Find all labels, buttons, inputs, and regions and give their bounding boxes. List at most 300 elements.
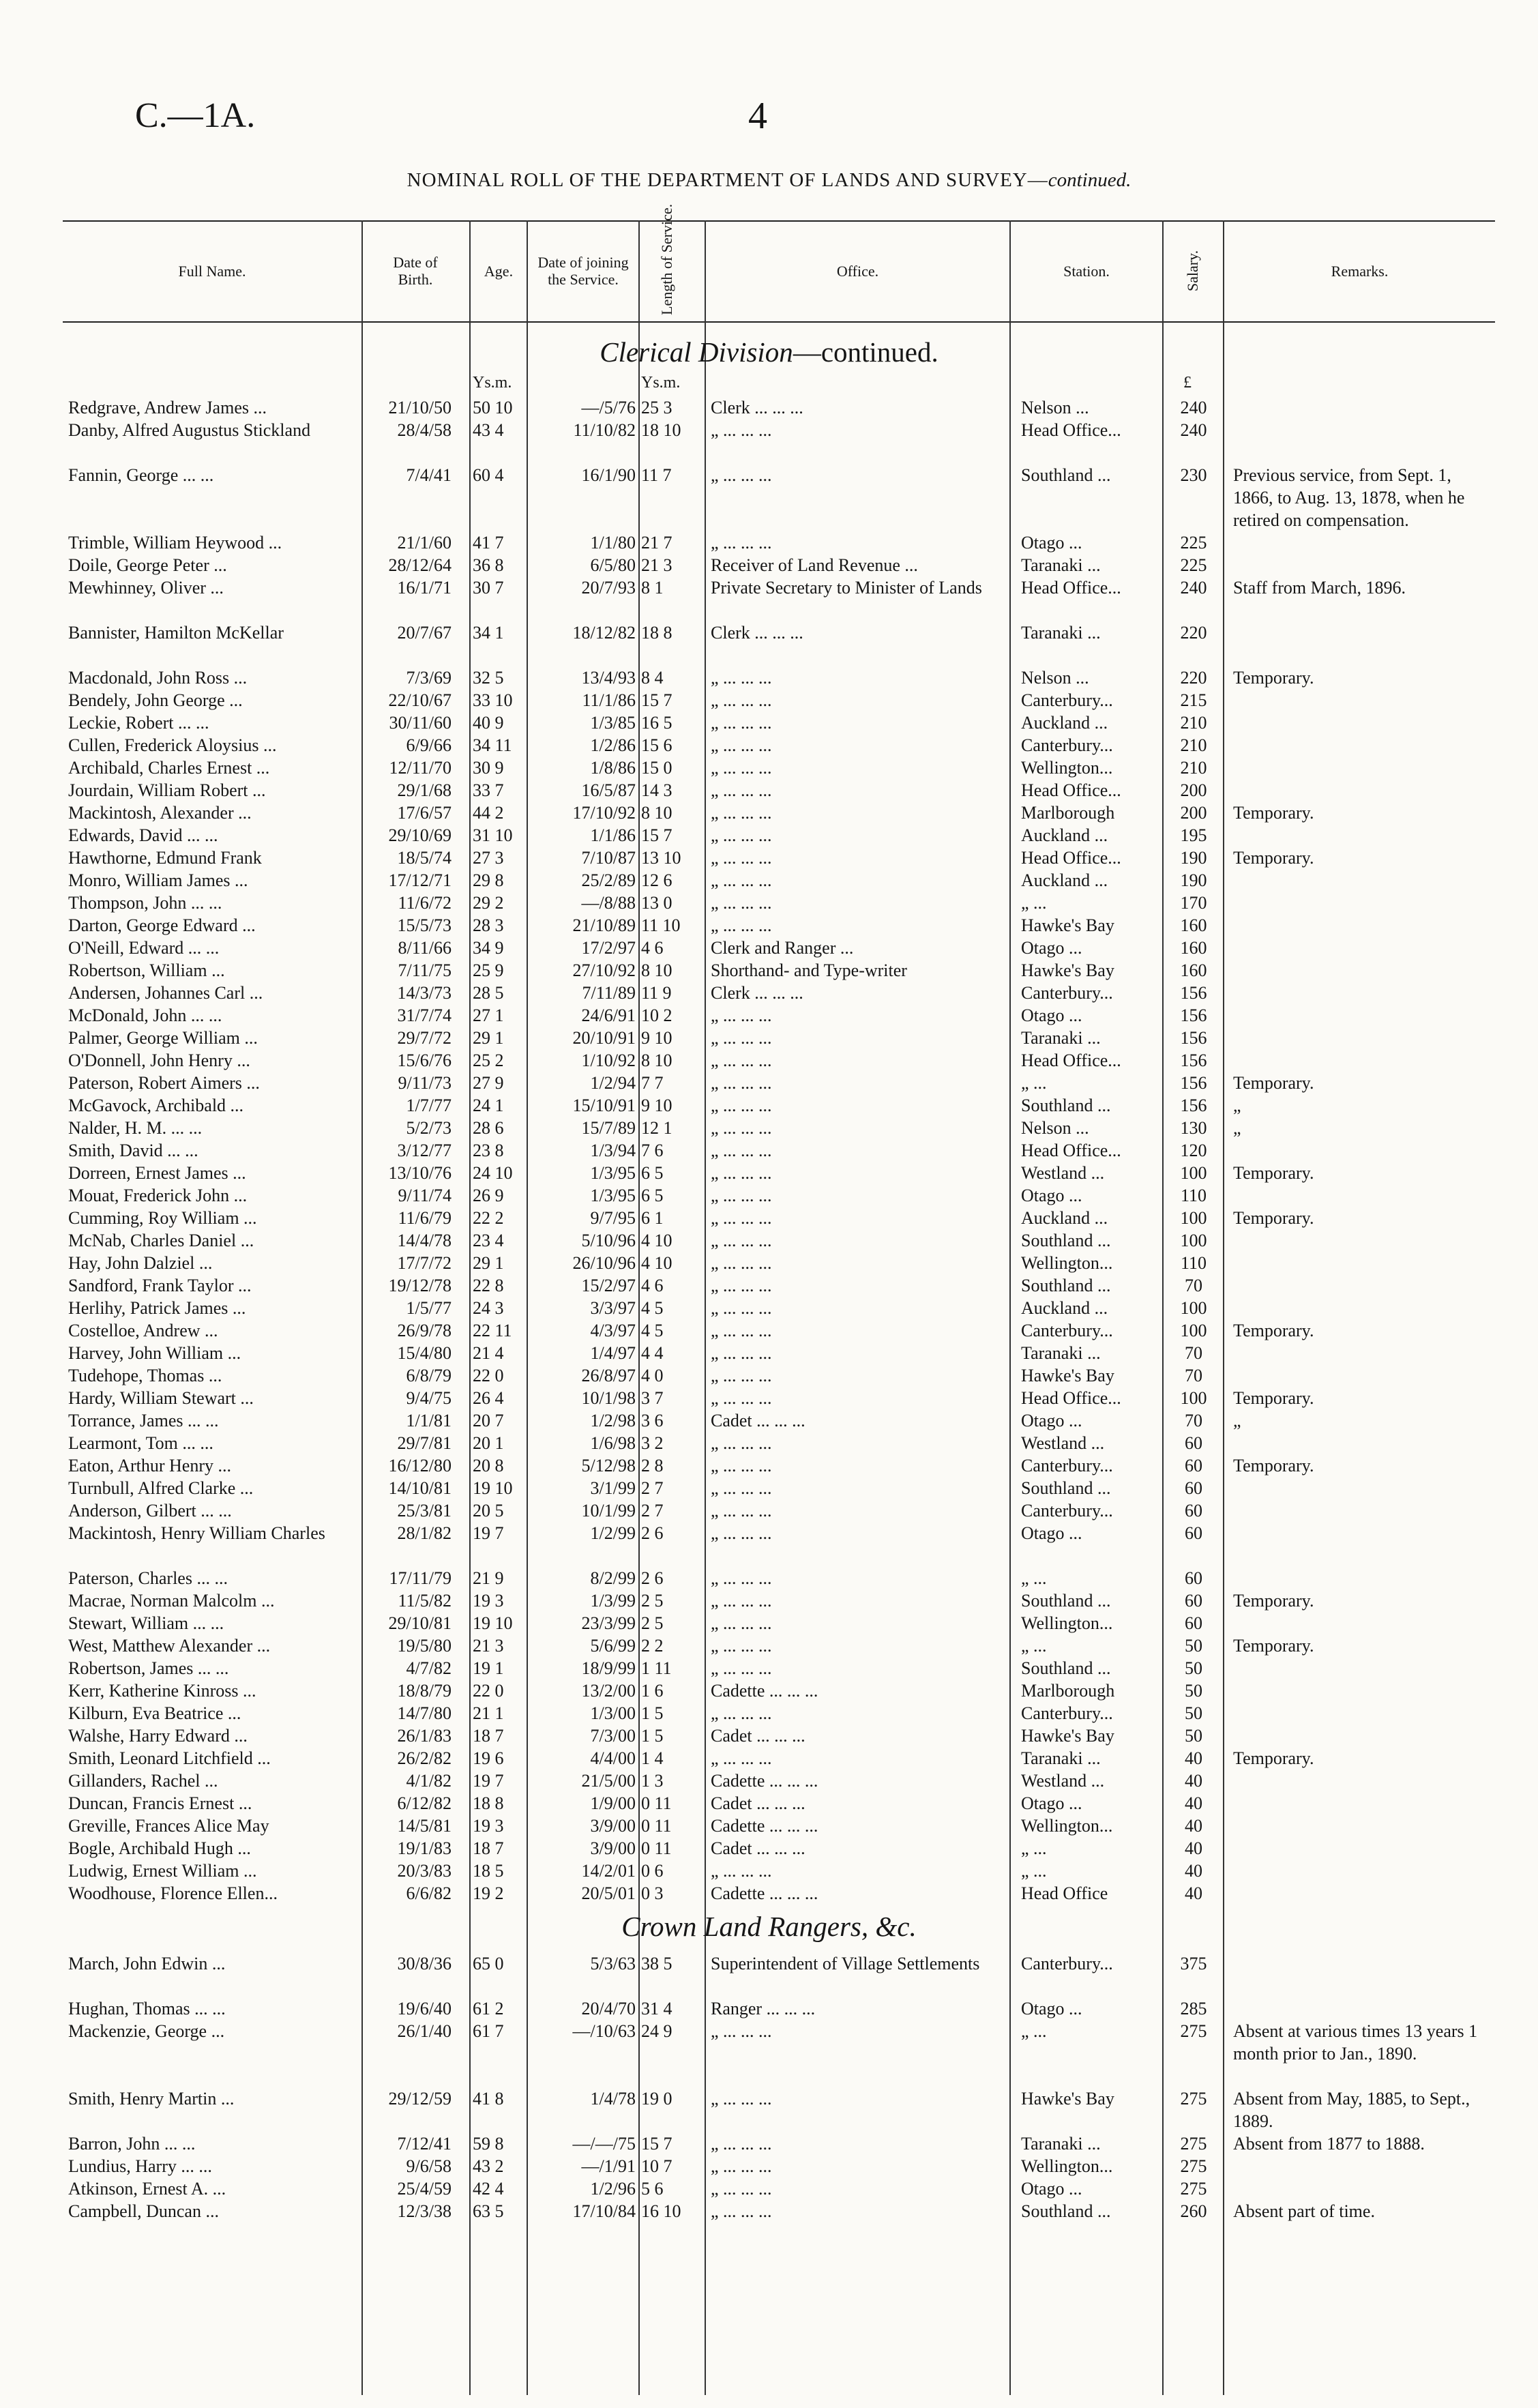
row-name: Bannister, Hamilton McKellar xyxy=(68,623,284,643)
row-name: Thompson, John ... ... xyxy=(68,893,222,913)
table-row xyxy=(0,1297,1538,1319)
row-name: Dorreen, Ernest James ... xyxy=(68,1163,246,1183)
row-age: 30 7 xyxy=(473,578,504,598)
row-station: Southland ... xyxy=(1021,1096,1111,1115)
row-age: 19 7 xyxy=(473,1523,504,1543)
table-row xyxy=(0,576,1538,621)
row-date-of-birth: 21/1/60 xyxy=(397,533,452,553)
row-date-of-birth: 19/1/83 xyxy=(397,1838,452,1858)
row-date-joined: —/8/88 xyxy=(581,893,636,913)
row-length-of-service: 31 4 xyxy=(641,1999,672,2018)
row-salary: 275 xyxy=(1180,2156,1207,2176)
row-length-of-service: 8 4 xyxy=(641,668,664,688)
row-station: Head Office... xyxy=(1021,578,1121,598)
row-date-of-birth: 29/7/81 xyxy=(397,1433,452,1453)
row-date-of-birth: 29/1/68 xyxy=(397,780,452,800)
table-row xyxy=(0,1162,1538,1184)
row-station: Taranaki ... xyxy=(1021,1748,1101,1768)
row-salary: 100 xyxy=(1180,1321,1207,1340)
row-name: Gillanders, Rachel ... xyxy=(68,1771,218,1791)
row-length-of-service: 4 6 xyxy=(641,1276,664,1295)
row-salary: 110 xyxy=(1180,1253,1207,1273)
row-age: 65 0 xyxy=(473,1954,504,1973)
row-date-of-birth: 1/1/81 xyxy=(406,1411,452,1430)
table-row xyxy=(0,1679,1538,1702)
row-age: 24 1 xyxy=(473,1096,504,1115)
row-date-joined: 16/5/87 xyxy=(581,780,636,800)
section-heading-clerical-division xyxy=(0,336,1538,368)
row-date-of-birth: 29/10/69 xyxy=(388,825,452,845)
row-name: Darton, George Edward ... xyxy=(68,915,256,935)
row-date-joined: 1/3/94 xyxy=(590,1141,636,1160)
row-station: Otago ... xyxy=(1021,1793,1082,1813)
row-date-joined: 26/8/97 xyxy=(581,1366,636,1385)
row-name: O'Neill, Edward ... ... xyxy=(68,938,220,958)
row-salary: 40 xyxy=(1185,1883,1202,1903)
row-length-of-service: 21 3 xyxy=(641,555,672,575)
row-date-joined: 1/2/86 xyxy=(590,735,636,755)
row-office: „ ... ... ... xyxy=(711,1568,772,1588)
row-date-joined: 3/3/97 xyxy=(590,1298,636,1318)
row-remarks: „ xyxy=(1233,1096,1241,1115)
table-row xyxy=(0,914,1538,937)
row-office: „ ... ... ... xyxy=(711,780,772,800)
row-remarks: Temporary. xyxy=(1233,1073,1314,1093)
row-station: „ ... xyxy=(1021,1568,1047,1588)
table-row xyxy=(0,937,1538,959)
row-salary: 260 xyxy=(1180,2201,1207,2221)
row-date-joined: 11/10/82 xyxy=(573,420,636,440)
row-salary: 60 xyxy=(1185,1591,1202,1611)
row-office: „ ... ... ... xyxy=(711,2156,772,2176)
row-salary: 200 xyxy=(1180,803,1207,823)
row-salary: 160 xyxy=(1180,960,1207,980)
row-office: „ ... ... ... xyxy=(711,1366,772,1385)
row-date-joined: 4/3/97 xyxy=(590,1321,636,1340)
header-office: Office. xyxy=(836,262,879,280)
row-salary: 40 xyxy=(1185,1816,1202,1836)
row-salary: 60 xyxy=(1185,1478,1202,1498)
row-station: Southland ... xyxy=(1021,1478,1111,1498)
row-station: Canterbury... xyxy=(1021,1321,1113,1340)
row-remarks: Temporary. xyxy=(1233,668,1314,688)
row-date-of-birth: 15/6/76 xyxy=(397,1051,452,1070)
row-length-of-service: 9 10 xyxy=(641,1096,672,1115)
row-date-of-birth: 17/11/79 xyxy=(389,1568,452,1588)
row-date-joined: 1/3/85 xyxy=(590,713,636,733)
row-age: 61 2 xyxy=(473,1999,504,2018)
row-age: 22 0 xyxy=(473,1681,504,1701)
row-date-of-birth: 9/6/58 xyxy=(406,2156,452,2176)
row-date-joined: 20/5/01 xyxy=(581,1883,636,1903)
row-date-of-birth: 1/7/77 xyxy=(406,1096,452,1115)
row-date-of-birth: 25/3/81 xyxy=(397,1501,452,1521)
table-row xyxy=(0,1274,1538,1297)
row-date-joined: 7/3/00 xyxy=(590,1726,636,1746)
row-name: Woodhouse, Florence Ellen... xyxy=(68,1883,278,1903)
table-row xyxy=(0,1792,1538,1815)
row-office: „ ... ... ... xyxy=(711,1636,772,1656)
row-office: „ ... ... ... xyxy=(711,2021,772,2041)
row-office: „ ... ... ... xyxy=(711,1231,772,1250)
row-age: 22 2 xyxy=(473,1208,504,1228)
row-length-of-service: 15 7 xyxy=(641,690,672,710)
row-length-of-service: 4 5 xyxy=(641,1321,664,1340)
row-name: Cumming, Roy William ... xyxy=(68,1208,257,1228)
row-date-joined: 5/12/98 xyxy=(581,1456,636,1475)
row-date-joined: 21/5/00 xyxy=(581,1771,636,1791)
row-station: Head Office... xyxy=(1021,1388,1121,1408)
row-salary: 40 xyxy=(1185,1793,1202,1813)
row-name: Mackintosh, Henry William Charles xyxy=(68,1523,325,1543)
row-age: 19 3 xyxy=(473,1591,504,1611)
row-length-of-service: 6 1 xyxy=(641,1208,664,1228)
row-date-of-birth: 17/6/57 xyxy=(397,803,452,823)
row-length-of-service: 12 6 xyxy=(641,870,672,890)
row-remarks: „ xyxy=(1233,1118,1241,1138)
row-office: „ ... ... ... xyxy=(711,803,772,823)
row-length-of-service: 16 10 xyxy=(641,2201,681,2221)
row-age: 60 4 xyxy=(473,465,504,485)
table-row xyxy=(0,1252,1538,1274)
row-station: Otago ... xyxy=(1021,1005,1082,1025)
row-salary: 200 xyxy=(1180,780,1207,800)
row-date-of-birth: 14/7/80 xyxy=(397,1703,452,1723)
row-age: 23 4 xyxy=(473,1231,504,1250)
page-number: 4 xyxy=(748,95,767,137)
row-name: Trimble, William Heywood ... xyxy=(68,533,282,553)
table-row xyxy=(0,1837,1538,1860)
row-salary: 100 xyxy=(1180,1208,1207,1228)
row-length-of-service: 0 11 xyxy=(641,1793,672,1813)
row-date-of-birth: 1/5/77 xyxy=(406,1298,452,1318)
row-length-of-service: 2 6 xyxy=(641,1568,664,1588)
row-length-of-service: 21 7 xyxy=(641,533,672,553)
row-salary: 60 xyxy=(1185,1568,1202,1588)
row-salary: 275 xyxy=(1180,2179,1207,2199)
row-station: „ ... xyxy=(1021,2021,1047,2041)
row-name: Mouat, Frederick John ... xyxy=(68,1186,248,1205)
row-date-of-birth: 29/10/81 xyxy=(388,1613,452,1633)
table-row xyxy=(0,1567,1538,1589)
row-date-joined: 7/10/87 xyxy=(581,848,636,868)
row-date-joined: 27/10/92 xyxy=(572,960,636,980)
table-row xyxy=(0,1454,1538,1477)
row-station: Southland ... xyxy=(1021,465,1111,485)
header-remarks: Remarks. xyxy=(1331,262,1389,280)
row-salary: 230 xyxy=(1180,465,1207,485)
row-date-joined: 1/4/78 xyxy=(590,2089,636,2109)
row-age: 23 8 xyxy=(473,1141,504,1160)
row-age: 50 10 xyxy=(473,398,513,417)
row-salary: 375 xyxy=(1180,1954,1207,1973)
row-length-of-service: 15 7 xyxy=(641,825,672,845)
row-age: 29 2 xyxy=(473,893,504,913)
table-row xyxy=(0,2200,1538,2222)
row-salary: 210 xyxy=(1180,735,1207,755)
header-date-joining: Date of joining the Service. xyxy=(537,254,629,288)
row-salary: 156 xyxy=(1180,1051,1207,1070)
row-age: 25 2 xyxy=(473,1051,504,1070)
row-station: Westland ... xyxy=(1021,1771,1105,1791)
row-date-joined: 24/6/91 xyxy=(581,1005,636,1025)
table-row xyxy=(0,1702,1538,1724)
row-age: 19 1 xyxy=(473,1658,504,1678)
row-length-of-service: 14 3 xyxy=(641,780,672,800)
row-name: McNab, Charles Daniel ... xyxy=(68,1231,254,1250)
row-salary: 275 xyxy=(1180,2021,1207,2041)
row-age: 22 0 xyxy=(473,1366,504,1385)
row-length-of-service: 0 6 xyxy=(641,1861,664,1881)
row-date-of-birth: 6/9/66 xyxy=(406,735,452,755)
row-age: 27 1 xyxy=(473,1005,504,1025)
table-row xyxy=(0,1387,1538,1409)
row-station: Otago ... xyxy=(1021,1186,1082,1205)
row-station: Auckland ... xyxy=(1021,870,1108,890)
row-station: Southland ... xyxy=(1021,2201,1111,2221)
row-salary: 70 xyxy=(1185,1276,1202,1295)
row-station: Otago ... xyxy=(1021,1411,1082,1430)
row-office: „ ... ... ... xyxy=(711,1501,772,1521)
row-office: „ ... ... ... xyxy=(711,1118,772,1138)
row-age: 41 8 xyxy=(473,2089,504,2109)
row-length-of-service: 0 11 xyxy=(641,1838,672,1858)
row-date-joined: 1/2/98 xyxy=(590,1411,636,1430)
row-length-of-service: 24 9 xyxy=(641,2021,672,2041)
table-row xyxy=(0,1860,1538,1882)
row-station: Taranaki ... xyxy=(1021,2134,1101,2154)
row-name: West, Matthew Alexander ... xyxy=(68,1636,271,1656)
row-age: 25 9 xyxy=(473,960,504,980)
row-date-of-birth: 20/3/83 xyxy=(397,1861,452,1881)
table-row xyxy=(0,1409,1538,1432)
row-salary: 50 xyxy=(1185,1658,1202,1678)
row-name: Fannin, George ... ... xyxy=(68,465,214,485)
row-date-joined: 4/4/00 xyxy=(590,1748,636,1768)
row-date-of-birth: 9/11/73 xyxy=(398,1073,452,1093)
row-date-of-birth: 29/7/72 xyxy=(397,1028,452,1048)
row-length-of-service: 8 10 xyxy=(641,803,672,823)
table-row xyxy=(0,1319,1538,1342)
row-date-joined: 5/3/63 xyxy=(590,1954,636,1973)
row-date-joined: 5/6/99 xyxy=(590,1636,636,1656)
table-row xyxy=(0,1612,1538,1634)
row-date-joined: 6/5/80 xyxy=(590,555,636,575)
table-row xyxy=(0,419,1538,464)
row-salary: 215 xyxy=(1180,690,1207,710)
row-age: 34 1 xyxy=(473,623,504,643)
row-station: Otago ... xyxy=(1021,1523,1082,1543)
row-length-of-service: 3 6 xyxy=(641,1411,664,1430)
row-length-of-service: 5 6 xyxy=(641,2179,664,2199)
row-length-of-service: 2 5 xyxy=(641,1591,664,1611)
row-date-joined: 18/12/82 xyxy=(572,623,636,643)
row-station: Southland ... xyxy=(1021,1658,1111,1678)
table-row xyxy=(0,1139,1538,1162)
row-age: 22 11 xyxy=(473,1321,512,1340)
row-name: McGavock, Archibald ... xyxy=(68,1096,244,1115)
row-length-of-service: 4 4 xyxy=(641,1343,664,1363)
row-station: Southland ... xyxy=(1021,1591,1111,1611)
row-station: Canterbury... xyxy=(1021,1703,1113,1723)
row-office: „ ... ... ... xyxy=(711,1321,772,1340)
table-row xyxy=(0,711,1538,734)
row-date-joined: 10/1/99 xyxy=(581,1501,636,1521)
row-name: Hawthorne, Edmund Frank xyxy=(68,848,262,868)
row-date-of-birth: 29/12/59 xyxy=(388,2089,452,2109)
row-date-of-birth: 9/4/75 xyxy=(406,1388,452,1408)
row-station: Nelson ... xyxy=(1021,668,1089,688)
row-age: 19 7 xyxy=(473,1771,504,1791)
row-office: „ ... ... ... xyxy=(711,1141,772,1160)
row-station: Wellington... xyxy=(1021,2156,1113,2176)
row-salary: 156 xyxy=(1180,1096,1207,1115)
row-name: Monro, William James ... xyxy=(68,870,248,890)
row-station: Wellington... xyxy=(1021,758,1113,778)
row-salary: 40 xyxy=(1185,1771,1202,1791)
row-station: Hawke's Bay xyxy=(1021,2089,1114,2109)
row-name: Smith, David ... ... xyxy=(68,1141,198,1160)
row-salary: 70 xyxy=(1185,1411,1202,1430)
row-station: Hawke's Bay xyxy=(1021,1366,1114,1385)
row-length-of-service: 1 5 xyxy=(641,1726,664,1746)
row-date-of-birth: 6/12/82 xyxy=(397,1793,452,1813)
row-length-of-service: 3 2 xyxy=(641,1433,664,1453)
row-date-of-birth: 31/7/74 xyxy=(397,1005,452,1025)
row-length-of-service: 4 10 xyxy=(641,1253,672,1273)
row-station: Wellington... xyxy=(1021,1253,1113,1273)
row-station: Hawke's Bay xyxy=(1021,1726,1114,1746)
row-age: 19 6 xyxy=(473,1748,504,1768)
row-office: Cadette ... ... ... xyxy=(711,1681,818,1701)
row-remarks: Temporary. xyxy=(1233,1591,1314,1611)
row-office: „ ... ... ... xyxy=(711,690,772,710)
row-remarks: Staff from March, 1896. xyxy=(1233,578,1406,598)
row-name: Redgrave, Andrew James ... xyxy=(68,398,267,417)
row-station: Otago ... xyxy=(1021,2179,1082,2199)
row-length-of-service: 9 10 xyxy=(641,1028,672,1048)
table-row xyxy=(0,1027,1538,1049)
row-name: Mackintosh, Alexander ... xyxy=(68,803,252,823)
table-row xyxy=(0,464,1538,531)
row-office: „ ... ... ... xyxy=(711,893,772,913)
row-office: Clerk ... ... ... xyxy=(711,623,803,643)
row-salary: 60 xyxy=(1185,1501,1202,1521)
row-age: 19 10 xyxy=(473,1478,513,1498)
row-name: Kerr, Katherine Kinross ... xyxy=(68,1681,256,1701)
row-salary: 156 xyxy=(1180,1073,1207,1093)
row-age: 61 7 xyxy=(473,2021,504,2041)
row-age: 34 9 xyxy=(473,938,504,958)
row-name: Smith, Leonard Litchfield ... xyxy=(68,1748,271,1768)
row-name: Andersen, Johannes Carl ... xyxy=(68,983,263,1003)
row-salary: 190 xyxy=(1180,870,1207,890)
row-office: „ ... ... ... xyxy=(711,1073,772,1093)
row-office: Cadet ... ... ... xyxy=(711,1411,805,1430)
row-station: Hawke's Bay xyxy=(1021,960,1114,980)
row-station: Auckland ... xyxy=(1021,1298,1108,1318)
row-station: Head Office... xyxy=(1021,1141,1121,1160)
row-date-joined: 1/4/97 xyxy=(590,1343,636,1363)
row-age: 44 2 xyxy=(473,803,504,823)
row-name: Smith, Henry Martin ... xyxy=(68,2089,235,2109)
row-remarks: Temporary. xyxy=(1233,1456,1314,1475)
row-station: Westland ... xyxy=(1021,1433,1105,1453)
row-date-of-birth: 7/3/69 xyxy=(406,668,452,688)
row-name: Edwards, David ... ... xyxy=(68,825,218,845)
table-row xyxy=(0,1364,1538,1387)
row-date-of-birth: 28/12/64 xyxy=(388,555,452,575)
table-row xyxy=(0,1004,1538,1027)
row-length-of-service: 15 0 xyxy=(641,758,672,778)
table-row xyxy=(0,1882,1538,1905)
row-length-of-service: 7 7 xyxy=(641,1073,664,1093)
row-date-of-birth: 4/7/82 xyxy=(406,1658,452,1678)
row-date-joined: 1/10/92 xyxy=(581,1051,636,1070)
row-date-of-birth: 14/10/81 xyxy=(388,1478,452,1498)
row-length-of-service: 11 7 xyxy=(641,465,672,485)
table-row xyxy=(0,734,1538,757)
row-office: „ ... ... ... xyxy=(711,1591,772,1611)
row-station: Canterbury... xyxy=(1021,1456,1113,1475)
row-salary: 130 xyxy=(1180,1118,1207,1138)
row-age: 42 4 xyxy=(473,2179,504,2199)
row-salary: 190 xyxy=(1180,848,1207,868)
row-name: Doile, George Peter ... xyxy=(68,555,227,575)
row-length-of-service: 18 10 xyxy=(641,420,681,440)
row-station: Head Office... xyxy=(1021,1051,1121,1070)
row-name: Sandford, Frank Taylor ... xyxy=(68,1276,252,1295)
row-salary: 50 xyxy=(1185,1636,1202,1656)
row-name: Duncan, Francis Ernest ... xyxy=(68,1793,252,1813)
row-length-of-service: 2 7 xyxy=(641,1478,664,1498)
section-heading-crown-land-rangers xyxy=(0,1910,1538,1943)
row-length-of-service: 8 10 xyxy=(641,960,672,980)
row-office: „ ... ... ... xyxy=(711,915,772,935)
row-office: Shorthand- and Type-writer xyxy=(711,960,907,980)
row-date-joined: 16/1/90 xyxy=(581,465,636,485)
row-date-joined: 5/10/96 xyxy=(581,1231,636,1250)
row-age: 26 4 xyxy=(473,1388,504,1408)
row-station: Taranaki ... xyxy=(1021,555,1101,575)
row-name: Paterson, Charles ... ... xyxy=(68,1568,228,1588)
row-date-of-birth: 19/5/80 xyxy=(397,1636,452,1656)
row-salary: 60 xyxy=(1185,1433,1202,1453)
row-name: Herlihy, Patrick James ... xyxy=(68,1298,246,1318)
row-age: 32 5 xyxy=(473,668,504,688)
row-remarks: Absent at various times 13 years 1 month prior to Jan., 1890. xyxy=(1233,2021,1478,2064)
row-date-of-birth: 28/4/58 xyxy=(397,420,452,440)
table-row xyxy=(0,1094,1538,1117)
row-age: 24 10 xyxy=(473,1163,513,1183)
row-remarks: „ xyxy=(1233,1411,1241,1430)
row-station: „ ... xyxy=(1021,1636,1047,1656)
table-row xyxy=(0,1184,1538,1207)
row-date-of-birth: 9/11/74 xyxy=(398,1186,452,1205)
table-row xyxy=(0,554,1538,576)
row-station: Hawke's Bay xyxy=(1021,915,1114,935)
row-salary: 225 xyxy=(1180,555,1207,575)
row-station: Canterbury... xyxy=(1021,690,1113,710)
row-length-of-service: 15 6 xyxy=(641,735,672,755)
header-date-of-birth: Date of Birth. xyxy=(393,254,438,288)
row-length-of-service: 4 0 xyxy=(641,1366,664,1385)
row-name: Macrae, Norman Malcolm ... xyxy=(68,1591,275,1611)
section-title-suffix: —continued. xyxy=(793,336,938,368)
row-date-of-birth: 16/1/71 xyxy=(397,578,452,598)
row-date-joined: 7/11/89 xyxy=(582,983,636,1003)
row-length-of-service: 2 6 xyxy=(641,1523,664,1543)
